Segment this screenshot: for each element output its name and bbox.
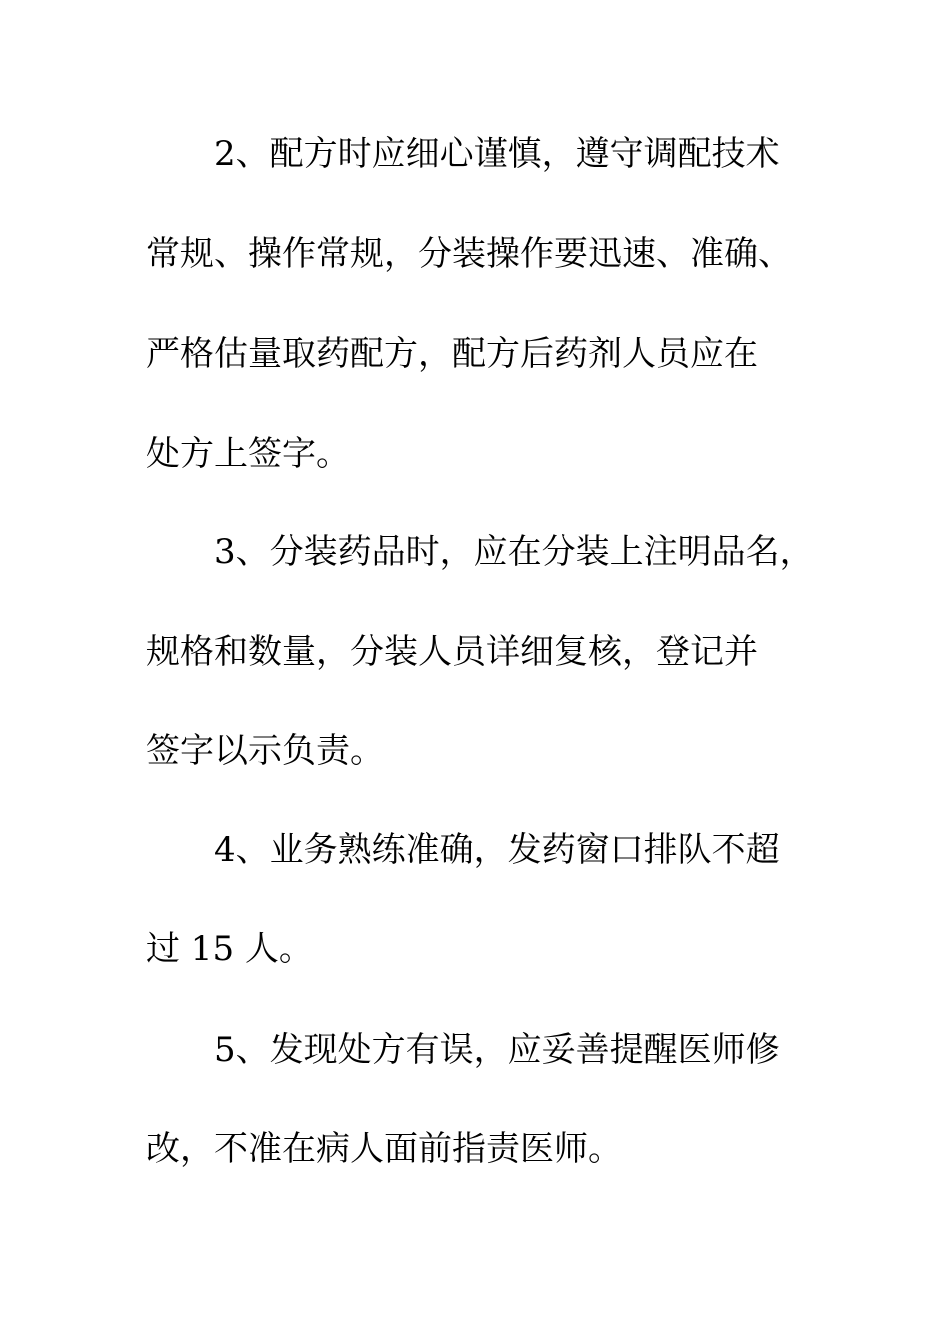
paragraph-3-line-2: 规格和数量，分装人员详细复核，登记并 [146,632,758,672]
paragraph-3-line-3: 签字以示负责。 [146,731,384,771]
paragraph-2-line-2: 常规、操作常规，分装操作要迅速、准确、 [146,234,792,274]
paragraph-2-line-3: 严格估量取药配方，配方后药剂人员应在 [146,334,758,374]
paragraph-4-line-1: 4、业务熟练准确，发药窗口排队不超 [214,830,780,870]
paragraph-3-line-1: 3、分装药品时，应在分装上注明品名， [214,532,814,572]
paragraph-4-line-2: 过 15 人。 [146,929,313,969]
paragraph-5-line-2: 改，不准在病人面前指责医师。 [146,1129,622,1169]
paragraph-5-line-1: 5、发现处方有误，应妥善提醒医师修 [214,1030,780,1070]
paragraph-2-line-4: 处方上签字。 [146,434,350,474]
paragraph-2-line-1: 2、配方时应细心谨慎，遵守调配技术 [214,134,780,174]
